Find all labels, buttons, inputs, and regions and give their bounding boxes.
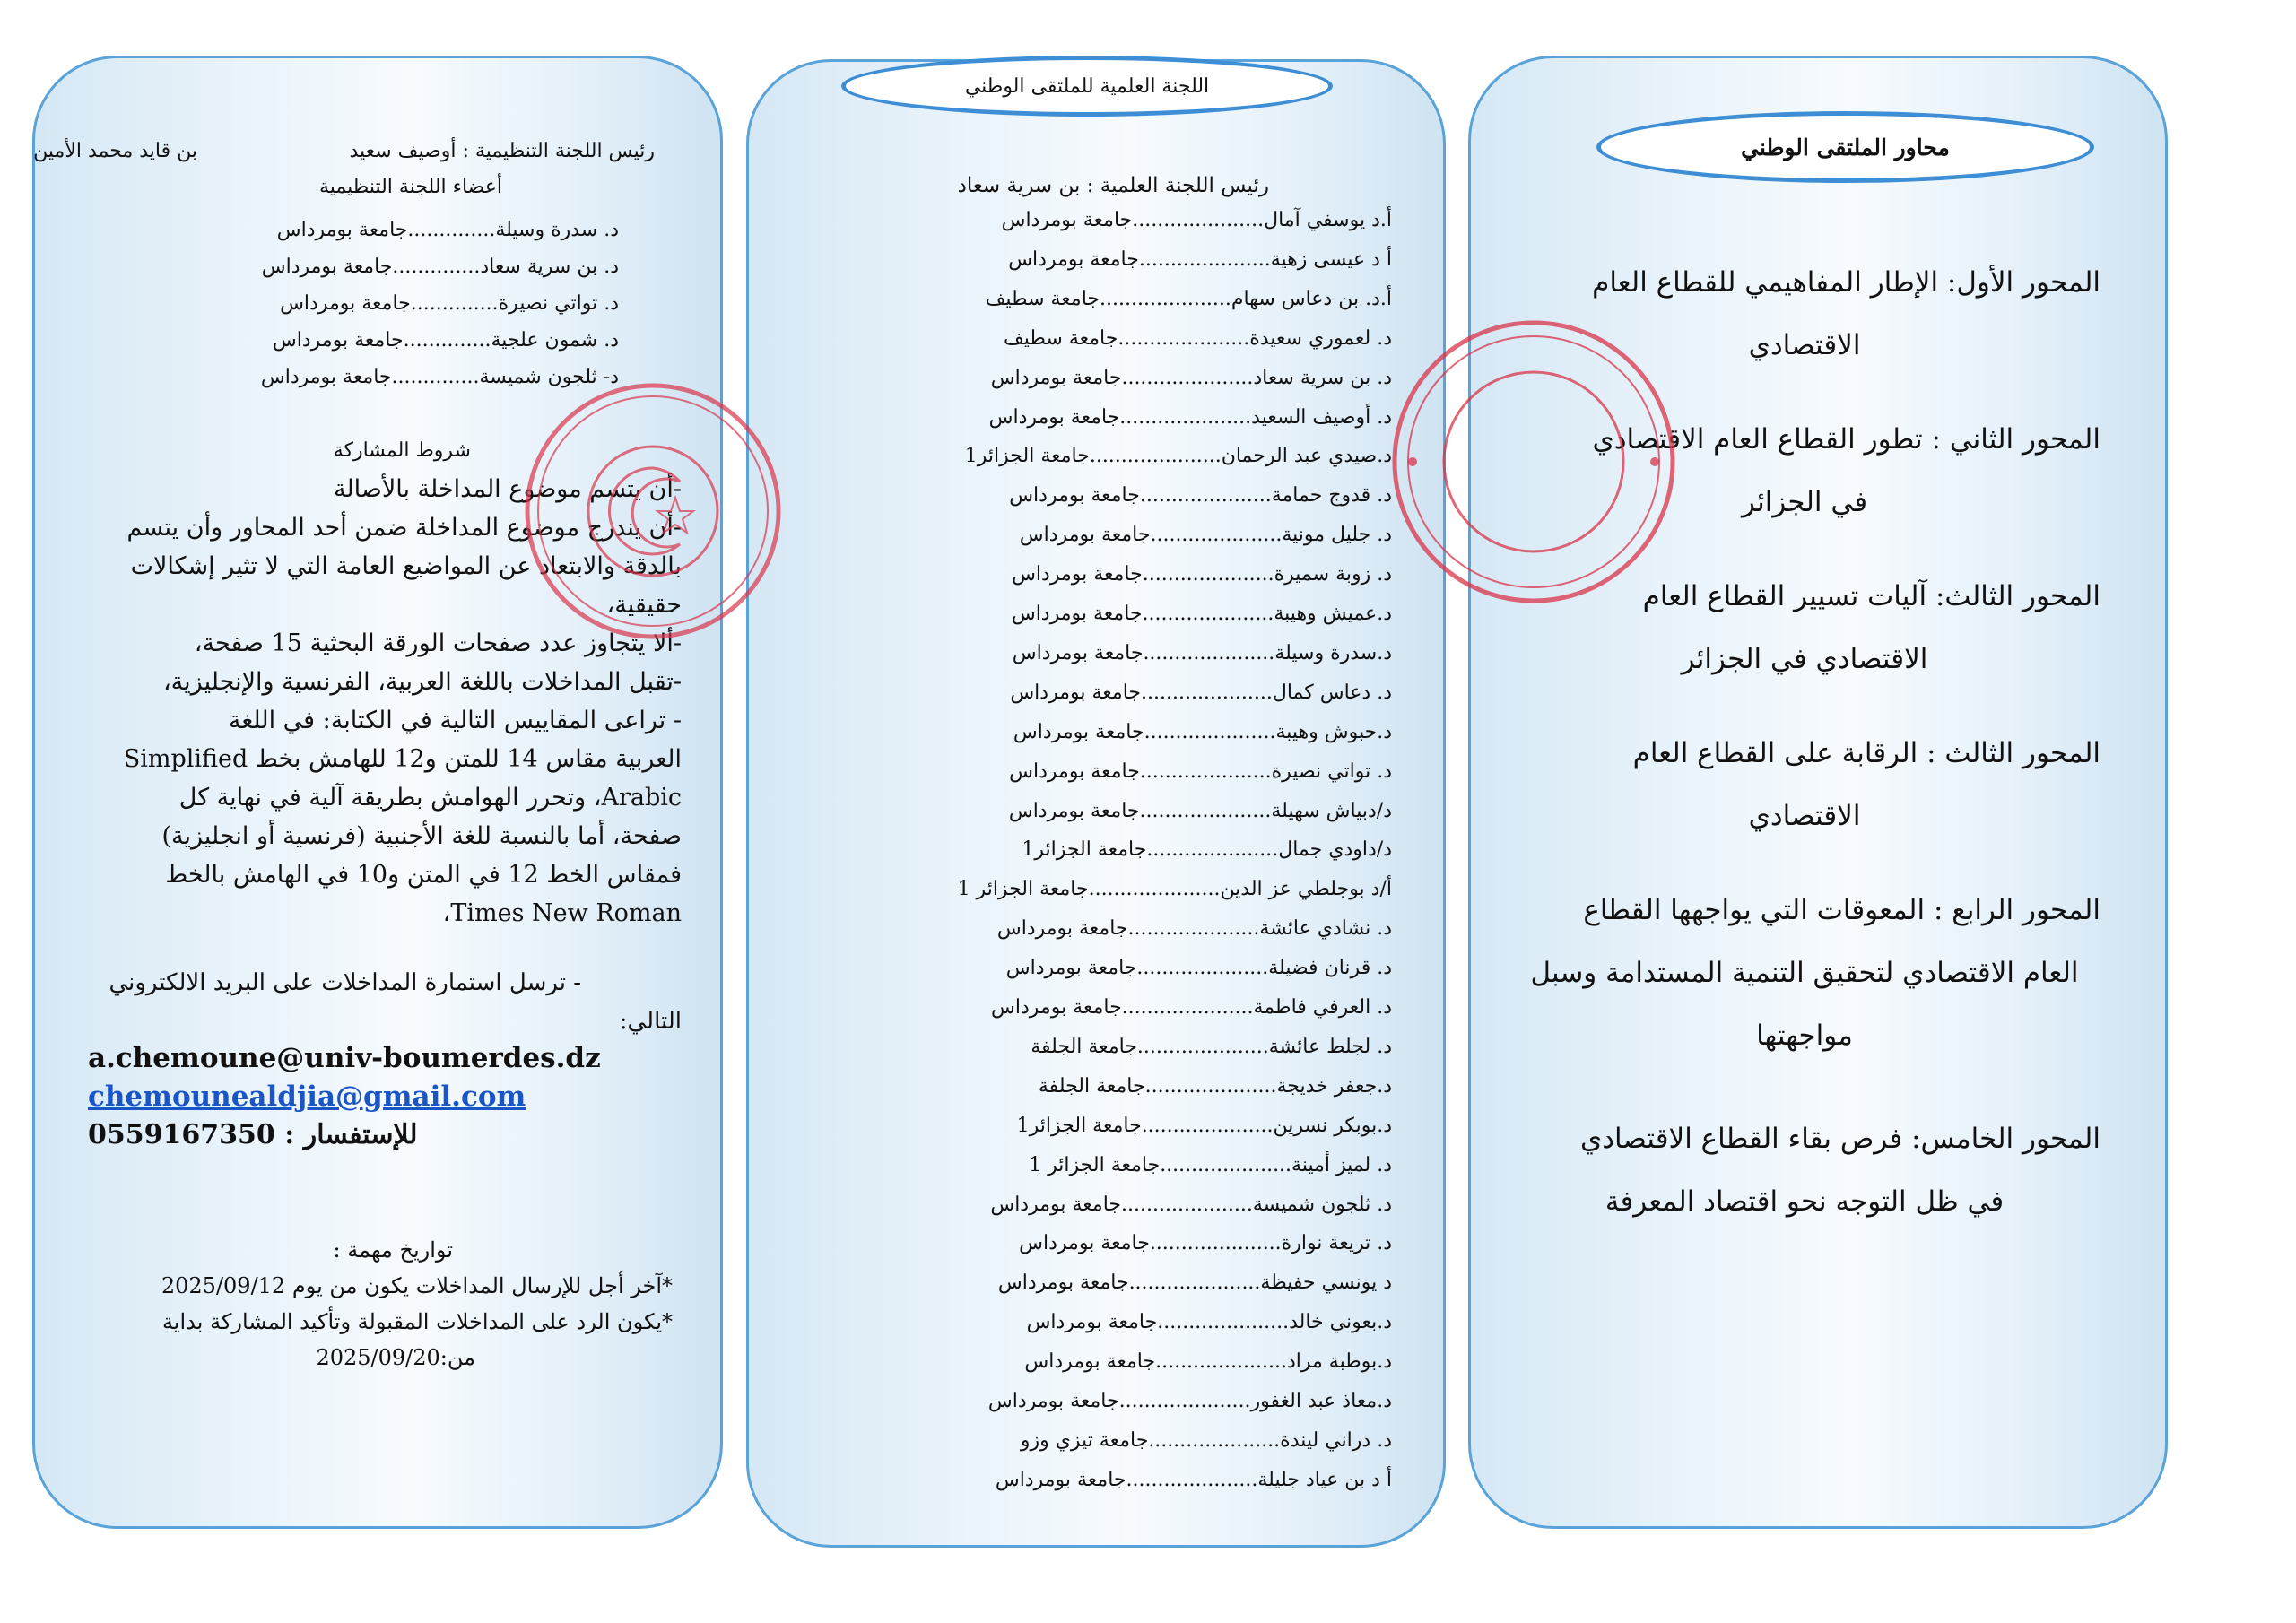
leader-dots: .....................	[1136, 957, 1269, 980]
member-name: د.جعفر خديجة	[1276, 1074, 1392, 1098]
member-name: د. قرنان فضيلة	[1268, 957, 1392, 980]
member-university: جامعة الجزائر1	[964, 445, 1090, 468]
scientific-member-row	[1013, 721, 1392, 743]
scientific-member-row	[991, 367, 1392, 389]
scientific-member-row	[1004, 327, 1392, 350]
scientific-member-row	[991, 996, 1392, 1019]
phone-label: للإستفسار :	[284, 1119, 418, 1150]
org-co-head: بن قايد محمد الأمين	[33, 140, 197, 162]
scientific-member-row	[1002, 209, 1392, 231]
member-name: د. تواتي نصيرة	[498, 292, 619, 315]
leader-dots: .....................	[1141, 1114, 1274, 1137]
member-name: د.صيدي عبد الرحمان	[1221, 445, 1392, 468]
member-university: جامعة بومرداس	[1008, 799, 1140, 822]
member-university: جامعة بومرداس	[1013, 720, 1144, 743]
scientific-member-row	[988, 1390, 1392, 1412]
scientific-member-row	[989, 406, 1392, 429]
org-member-row	[280, 292, 619, 315]
axis-title-line: المحور الثالث : الرقابة على القطاع العام	[1632, 737, 2100, 769]
leader-dots: .....................	[1146, 838, 1279, 862]
scientific-member-row	[1022, 838, 1392, 861]
axis-title-line: المحور الثالث: آليات تسيير القطاع العام	[1642, 580, 2100, 612]
member-name: د. دراني ليندة	[1280, 1428, 1392, 1452]
member-name: د. تريعة نوارة	[1281, 1232, 1392, 1255]
member-name: د. دعاس كمال	[1272, 681, 1392, 704]
member-university: جامعة بومرداس	[1026, 1311, 1158, 1334]
member-university: جامعة الجلفة	[1038, 1074, 1145, 1098]
leader-dots: .....................	[1142, 563, 1274, 586]
leader-dots: .....................	[1088, 878, 1221, 901]
member-university: جامعة بومرداس	[261, 256, 393, 278]
scientific-member-row	[1031, 1036, 1392, 1058]
condition-line: -تقبل المداخلات باللغة العربية، الفرنسية والإنجليزية،	[162, 668, 682, 696]
leader-dots: .....................	[1121, 996, 1254, 1019]
axis-item	[1509, 251, 2100, 377]
member-name: د. نشادي عائشة	[1259, 917, 1392, 941]
scientific-member-row	[1017, 1115, 1392, 1137]
axes-oval	[1596, 111, 2094, 183]
member-name: د. لميز أمينة	[1292, 1153, 1392, 1176]
email-2-link[interactable]: chemounealdjia@gmail.com	[88, 1081, 526, 1113]
member-university: جامعة الجزائر 1	[1029, 1153, 1161, 1176]
member-university: جامعة بومرداس	[1012, 641, 1144, 664]
scientific-committee-oval	[841, 56, 1333, 117]
member-name: أ/د بوجلطي عز الدين	[1220, 878, 1392, 901]
member-university: جامعة الجزائر 1	[957, 878, 1089, 901]
member-university: جامعة بومرداس	[1005, 957, 1137, 980]
scientific-member-row	[1029, 1154, 1392, 1176]
leader-dots: .....................	[1121, 366, 1254, 389]
leader-dots: .....................	[1100, 287, 1231, 310]
scientific-member-row	[958, 878, 1392, 900]
condition-line: Times New Roman،	[442, 899, 682, 927]
member-university: جامعة بومرداس	[1009, 484, 1140, 508]
condition-line: Arabic، وتحرر الهوامش بطريقة آلية في نهاية كل	[178, 784, 682, 812]
org-member-row	[273, 329, 619, 352]
member-name: د. لجلط عائشة	[1268, 1035, 1392, 1058]
scientific-member-row	[1009, 800, 1392, 822]
member-name: د يونسي حفيظة	[1260, 1271, 1392, 1295]
axes-title: محاور الملتقى الوطني	[1741, 134, 1950, 161]
member-university: جامعة بومرداس	[990, 1193, 1122, 1216]
condition-line: صفحة، أما بالنسبة للغة الأجنبية (فرنسية أو انجليزية)	[161, 822, 682, 850]
leader-dots: .....................	[1139, 759, 1272, 783]
dates-line-3: من:2025/09/20	[316, 1345, 475, 1370]
member-university: جامعة بومرداس	[280, 292, 411, 315]
scientific-member-row	[1008, 248, 1392, 271]
axis-cont-line: الاقتصادي في الجزائر	[1681, 643, 1928, 675]
scientific-member-row	[1012, 563, 1392, 586]
leader-dots: .....................	[1121, 1193, 1253, 1216]
leader-dots: .....................	[1139, 799, 1272, 822]
conditions-title: شروط المشاركة	[333, 439, 471, 462]
member-university: جامعة بومرداس	[276, 219, 408, 241]
leader-dots: .....................	[1119, 405, 1252, 429]
axis-cont-line: الاقتصادي	[1748, 800, 1861, 832]
member-university: جامعة سطيف	[985, 287, 1100, 310]
scientific-member-row	[1009, 760, 1392, 783]
axis-title-line: المحور الثاني : تطور القطاع العام الاقتصادي	[1592, 423, 2100, 456]
member-name: د. جليل مونية	[1282, 524, 1392, 547]
leader-dots: .....................	[1128, 1271, 1261, 1295]
axis-cont-line: مواجهتها	[1756, 1020, 1853, 1052]
leader-dots: ..............	[403, 329, 491, 352]
dates-title: تواريخ مهمة :	[333, 1237, 453, 1263]
member-university: جامعة بومرداس	[988, 405, 1120, 429]
member-university: جامعة بومرداس	[1008, 247, 1139, 271]
condition-line: -ألا يتجاوز عدد صفحات الورقة البحثية 15 صفحة،	[194, 629, 682, 657]
member-university: جامعة بومرداس	[1010, 681, 1141, 704]
member-university: جامعة بومرداس	[1012, 563, 1143, 586]
scientific-head: رئيس اللجنة العلمية : بن سرية سعاد	[957, 174, 1269, 197]
member-name: د.بوطبة مراد	[1286, 1350, 1392, 1374]
leader-dots: .....................	[1160, 1153, 1292, 1176]
member-name: د. ثلجون شميسة	[1252, 1193, 1392, 1216]
member-name: د.عميش وهيبة	[1274, 603, 1392, 625]
leader-dots: .....................	[1149, 1232, 1282, 1255]
scientific-member-row	[996, 1469, 1392, 1491]
axis-item	[1509, 879, 2100, 1067]
scientific-member-row	[965, 445, 1392, 467]
condition-line: -أن يندرج موضوع المداخلة ضمن أحد المحاور وأن يتسم	[126, 514, 682, 542]
org-member-row	[261, 366, 619, 388]
member-name: د.بعوني خالد	[1289, 1311, 1392, 1334]
org-members-title: أعضاء اللجنة التنظيمية	[318, 176, 502, 198]
dates-line-2: *يكون الرد على المداخلات المقبولة وتأكيد المشاركة بداية	[161, 1309, 673, 1334]
leader-dots: .....................	[1157, 1311, 1290, 1334]
leader-dots: .....................	[1141, 681, 1273, 704]
phone-number: 0559167350	[88, 1119, 275, 1150]
phone-line	[88, 1119, 418, 1150]
leader-dots: .....................	[1143, 641, 1275, 664]
condition-line: بالدقة والابتعاد عن المواضيع العامة التي لا تثير إشكالات	[130, 552, 682, 580]
member-university: جامعة بومرداس	[996, 917, 1128, 941]
member-name: د. زوبة سميرة	[1274, 563, 1392, 586]
member-university: جامعة بومرداس	[272, 329, 404, 352]
member-name: د.سدرة وسيلة	[1274, 641, 1392, 664]
leader-dots: .....................	[1142, 603, 1274, 625]
member-name: د.حبوش وهيبة	[1275, 720, 1392, 743]
member-university: جامعة بومرداس	[987, 1390, 1119, 1412]
org-member-row	[262, 256, 619, 278]
condition-line: - تراعى المقاييس التالية في الكتابة: في اللغة	[228, 707, 682, 734]
condition-line: -أن يتسم موضوع المداخلة بالأصالة	[333, 475, 682, 503]
member-university: جامعة الجزائر1	[1016, 1114, 1142, 1137]
condition-line: العربية مقاس 14 للمتن و12 للهامش بخط Simplified	[123, 745, 682, 773]
member-name: د. شمون علجية	[491, 329, 619, 352]
leader-dots: .....................	[1136, 1035, 1269, 1058]
scientific-member-row	[1009, 484, 1392, 507]
scientific-member-row	[997, 917, 1392, 940]
member-name: د.معاذ عبد الغفور	[1250, 1390, 1392, 1412]
dates-line-1: *آخر أجل للإرسال المداخلات يكون من يوم 2025/09/12	[161, 1273, 673, 1298]
scientific-member-row	[1010, 681, 1392, 704]
member-name: أ.د يوسفي آمال	[1264, 209, 1392, 231]
member-university: جامعة بومرداس	[1019, 1232, 1150, 1255]
axis-cont-line: في ظل التوجه نحو اقتصاد المعرفة	[1605, 1185, 2005, 1218]
axis-item	[1509, 408, 2100, 534]
member-name: د/داودي جمال	[1278, 838, 1392, 862]
member-name: د. قدوج حمامة	[1271, 484, 1392, 508]
member-university: جامعة بومرداس	[990, 366, 1122, 389]
scientific-member-row	[1006, 957, 1392, 979]
email-1[interactable]: a.chemoune@univ-boumerdes.dz	[88, 1042, 601, 1074]
leader-dots: .....................	[1118, 326, 1250, 350]
axis-title-line: المحور الخامس: فرص بقاء القطاع الاقتصادي	[1579, 1123, 2100, 1155]
member-name: أ.د. بن دعاس سهام	[1231, 287, 1392, 310]
scientific-committee-title: اللجنة العلمية للملتقى الوطني	[964, 74, 1210, 98]
scientific-member-row	[998, 1271, 1392, 1294]
member-name: أ د عيسى زهية	[1270, 247, 1392, 271]
axis-title-line: المحور الأول: الإطار المفاهيمي للقطاع العام	[1592, 266, 2100, 299]
condition-line: فمقاس الخط 12 في المتن و10 في الهامش بالخط	[165, 861, 682, 889]
member-name: د. تواتي نصيرة	[1271, 759, 1392, 783]
leader-dots: .....................	[1148, 1428, 1281, 1452]
leader-dots: .....................	[1155, 1350, 1287, 1374]
leader-dots: .....................	[1144, 720, 1276, 743]
member-name: د.بوبكر نسرين	[1273, 1114, 1392, 1137]
leader-dots: .....................	[1089, 445, 1222, 468]
leader-dots: ..............	[391, 366, 480, 388]
member-name: د. أوصيف السعيد	[1251, 405, 1392, 429]
scientific-member-row	[986, 288, 1392, 310]
member-name: د. العرفي فاطمة	[1253, 996, 1392, 1019]
leader-dots: ..............	[392, 256, 481, 278]
leader-dots: .....................	[1118, 1390, 1251, 1412]
leader-dots: .....................	[1132, 209, 1265, 231]
member-university: جامعة بومرداس	[1019, 524, 1151, 547]
scientific-member-row	[1027, 1311, 1392, 1333]
member-university: جامعة بومرداس	[1024, 1350, 1156, 1374]
condition-line: حقيقية،	[606, 591, 682, 619]
member-university: جامعة بومرداس	[260, 366, 392, 388]
axis-title-line: المحور الرابع : المعوقات التي يواجهها القطاع	[1583, 894, 2100, 926]
axis-item	[1509, 722, 2100, 847]
leader-dots: .....................	[1126, 1468, 1258, 1491]
scientific-member-row	[1013, 642, 1392, 664]
member-name: أ د بن عياد جليلة	[1257, 1468, 1392, 1491]
org-member-row	[277, 219, 619, 241]
scientific-member-row	[1012, 603, 1392, 625]
member-name: د. سدرة وسيلة	[495, 219, 619, 241]
email-instruction: - ترسل استمارة المداخلات على البريد الالكتروني	[109, 969, 581, 996]
scientific-member-row	[1039, 1075, 1392, 1098]
axis-item	[1509, 565, 2100, 690]
scientific-member-row	[990, 1193, 1392, 1216]
email-instruction-cont: التالي:	[619, 1008, 682, 1035]
member-university: جامعة بومرداس	[1009, 759, 1140, 783]
member-university: جامعة بومرداس	[1011, 603, 1143, 625]
leader-dots: .....................	[1150, 524, 1283, 547]
member-university: جامعة الجزائر1	[1022, 838, 1147, 862]
leader-dots: ..............	[407, 219, 496, 241]
scientific-member-row	[1024, 1350, 1392, 1373]
axis-cont-line: في الجزائر	[1741, 486, 1868, 518]
member-name: د- ثلجون شميسة	[479, 366, 619, 388]
member-university: جامعة تيزي وزو	[1020, 1428, 1149, 1452]
member-name: د/دبياش سهيلة	[1271, 799, 1392, 822]
member-university: جامعة الجلفة	[1031, 1035, 1137, 1058]
member-university: جامعة سطيف	[1003, 326, 1118, 350]
leader-dots: ..............	[410, 292, 499, 315]
member-university: جامعة بومرداس	[1001, 209, 1133, 231]
member-university: جامعة بومرداس	[991, 996, 1122, 1019]
scientific-member-row	[1020, 524, 1392, 546]
org-head: رئيس اللجنة التنظيمية : أوصيف سعيد	[349, 140, 655, 162]
leader-dots: .....................	[1138, 247, 1271, 271]
leader-dots: .....................	[1127, 917, 1260, 941]
axis-cont-line: العام الاقتصادي لتحقيق التنمية المستدامة وسبل	[1530, 957, 2079, 989]
scientific-member-row	[1019, 1232, 1392, 1254]
member-name: د. بن سرية سعاد	[1253, 366, 1392, 389]
leader-dots: .....................	[1139, 484, 1272, 508]
member-university: جامعة بومرداس	[997, 1271, 1129, 1295]
scientific-member-row	[1021, 1429, 1392, 1452]
leader-dots: .....................	[1144, 1074, 1277, 1098]
axis-cont-line: الاقتصادي	[1748, 329, 1861, 361]
member-university: جامعة بومرداس	[995, 1468, 1126, 1491]
member-name: د. بن سرية سعاد	[480, 256, 619, 278]
axis-item	[1509, 1107, 2100, 1233]
member-name: د. لعموري سعيدة	[1249, 326, 1392, 350]
